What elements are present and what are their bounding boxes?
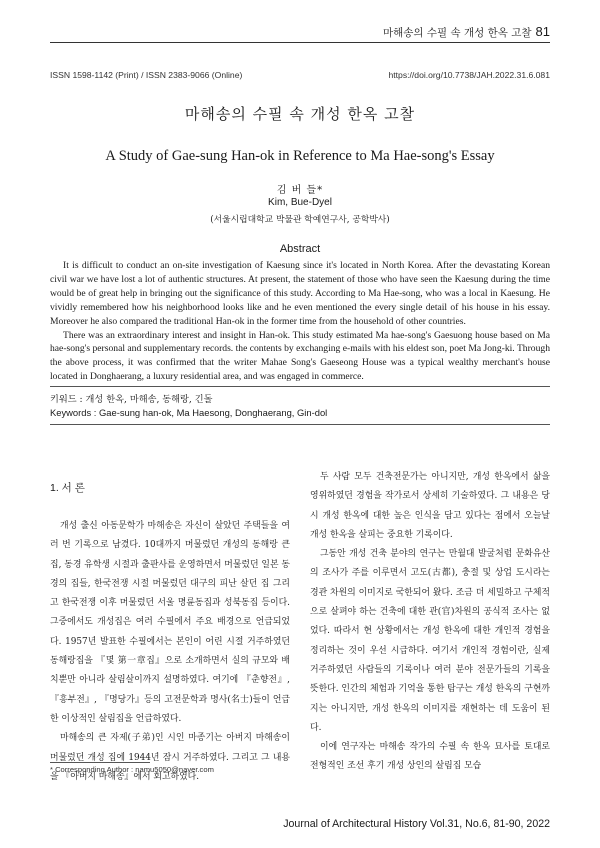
title-english: A Study of Gae-sung Han-ok in Reference to Ma Hae-song's Essay (105, 148, 495, 164)
author-affiliation: (서울시립대학교 박물관 학예연구사, 공학박사) (210, 215, 390, 225)
footnote-rule (50, 762, 150, 763)
body-paragraph: 두 사람 모두 건축전문가는 아니지만, 개성 한옥에서 삶을 영위하였던 경험을 작가로서 상세히 기술하였다. 그 내용은 당시 개성 한옥에 대한 높은 인식을 담고 있다는 점에서 오늘날 개성 한옥을 살피는 중요한 기록이다. (310, 472, 550, 540)
body-column-left (50, 480, 290, 787)
keywords-english: Keywords : Gae-sung han-ok, Ma Haesong, Donghaerang, Gin-dol (50, 407, 328, 418)
title-korean: 마해송의 수필 속 개성 한옥 고찰 (184, 105, 416, 123)
author-english: Kim, Bue-Dyel (268, 197, 332, 208)
abstract-paragraph: It is difficult to conduct an on-site investigation of Kaesung since it's located in North Korea. After the devastating Korean civil war we have lost a lot of authentic structures. At present, the statement of those who have seen the Kaesung during the time would be of great help in bringing out the significance of this study. According to Ma Hae-song, who was a local in Kaesung. He vividly remembered how his neighborhood looks like and he even mentioned the every single detail of his house in his essay. Moreover he also compared the traditional Han-ok in the former time from the household of other countries. (50, 260, 550, 327)
keywords-top-rule (50, 386, 550, 387)
abstract-heading: Abstract (279, 243, 321, 255)
footnote: * Corresponding Author : namu5050@naver.com (50, 765, 214, 774)
author-korean: 김 버 들* (276, 185, 324, 196)
body-paragraph: 그동안 개성 건축 분야의 연구는 만월대 발굴처럼 문화유산의 조사가 주를 이루면서 고도(古都), 충절 및 상업 도시라는 경관 차원의 이미지로 국한되어 왔다. 조금 더 세밀하고 구체적으로 살펴야 하는 건축에 대한 관(官)차원의 공식적 조사는 없었다. 따라서 현 상황에서는 개성 한옥에 대한 개인적 경험을 정리하는 것이 우선 시급하다. 여기서 개인적 경험이란, 실제 거주하였던 사람들의 기록이나 여러 분야 전문가들의 기록을 뜻한다. 인간의 체험과 기억을 통한 탐구는 개성 한옥의 구현까지는 아니지만, 개성 한옥의 이미지를 재현하는 데 도움이 된다. (310, 549, 550, 733)
keywords-korean: 키워드 : 개성 한옥, 마해송, 동해랑, 긴돌 (50, 394, 213, 405)
body-paragraph: 이에 연구자는 마해송 작가의 수필 속 한옥 묘사를 토대로 전형적인 조선 후기 개성 상인의 살림집 모습 (310, 742, 550, 772)
page-number: 81 (535, 24, 550, 39)
doi-link[interactable]: https://doi.org/10.7738/JAH.2022.31.6.081 (388, 70, 550, 80)
issn-line: ISSN 1598-1142 (Print) / ISSN 2383-9066 (Online) (50, 70, 243, 80)
body-paragraph: 마해송의 큰 자제(子弟)인 시인 마종기는 아버지 마해송이 머물렀던 개성 집에 1944년 잠시 거주하였다. 그리고 그 내용을 『아버지 마해송』에서 회고하였다. (50, 733, 290, 782)
running-head (383, 24, 550, 40)
body-paragraph: 개성 출신 아동문학가 마해송은 자신이 살았던 주택들을 여러 번 기록으로 남겼다. 10대까지 머물렀던 개성의 동해랑 큰 집, 동경 유학생 시절과 출판사를 운영하면서 머물렀던 일본 동경의 집들, 한국전쟁 시절 머물렀던 대구의 피난 살던 집 그리고 한국전쟁 이후 머물렀던 서울 명륜동집과 성북동집 등이다. 그중에서도 개성집은 여러 수필에서 주요 배경으로 언급되었다. 1957년 발표한 수필에서는 본인이 어린 시절 거주하였던 동해랑집을 『몇 第一章집』으로 소개하면서 실의 규모와 배치뿐만 아니라 살림살이까지 설명하였다. 여기에 『춘향전』, 『흥부전』, 『명당가』등의 고전문학과 명사(名士)들이 언급한 이상적인 살림집을 언급하였다. (50, 521, 290, 724)
keywords-bottom-rule (50, 424, 550, 425)
journal-footer: Journal of Architectural History Vol.31, No.6, 81-90, 2022 (283, 818, 550, 830)
abstract-paragraph: There was an extraordinary interest and insight in Han-ok. This study estimated Ma hae-song's Gaesuong house based on Ma hae-song's personal and supplementary records. the contents by exchanging e-mails with his eldest son, poet Ma Jong-ki. Through the above process, it was confirmed that the writer Mahae Song's Gaeseong House was a typical wealthy merchant's house located in Donghaerang, a luxury residential area, and was engaged in commerce. (50, 329, 550, 383)
body-column-right (310, 468, 550, 777)
running-title: 마해송의 수필 속 개성 한옥 고찰 (382, 27, 532, 39)
abstract-body (50, 259, 550, 384)
header-rule (50, 42, 550, 43)
section-heading: 1. 서 론 (50, 482, 85, 494)
